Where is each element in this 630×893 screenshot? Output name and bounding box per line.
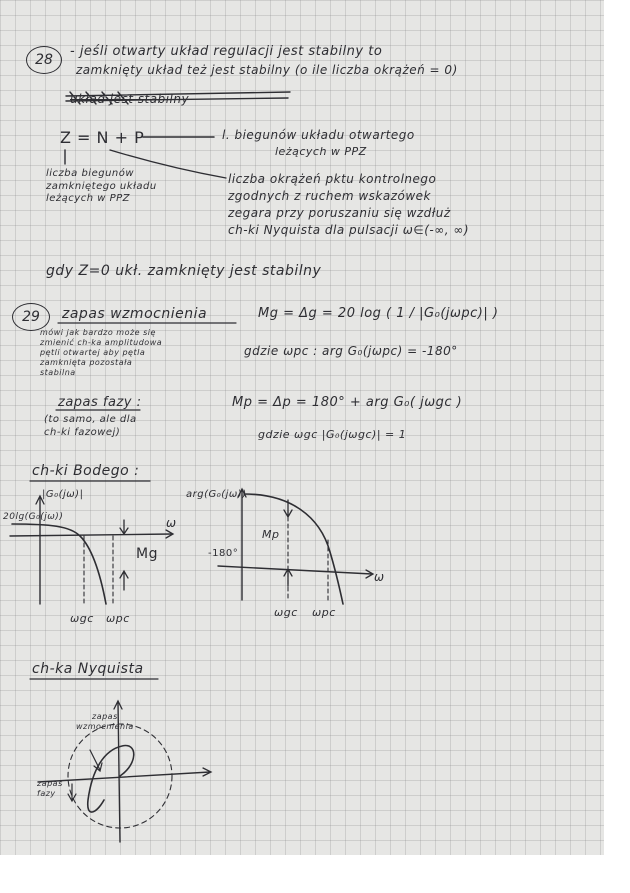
- q29-gain-margin-description: mówi jak bardzo może się zmienić ch-ka amplitudowa pętli otwartej aby pętla zamknięta pozostała stabilna: [40, 328, 163, 377]
- q29-phase-condition: gdzie ωgc |G₀(jωgc)| = 1: [258, 428, 407, 441]
- q29-phase-margin-formula: Mp = Δp = 180° + arg G₀( jωgc ): [232, 395, 463, 410]
- q29-gain-margin-title: zapas wzmocnienia: [62, 306, 208, 322]
- bode-mag-wpc: ωpc: [106, 612, 130, 625]
- q28-n-description-1: liczba okrążeń pktu kontrolnego: [228, 172, 437, 186]
- question-number-29: 29: [12, 303, 50, 331]
- bode-mag-x-axis: [10, 534, 172, 536]
- bode-mag-wgc: ωgc: [70, 612, 94, 625]
- q28-p-description-2: leżących w PPZ: [275, 145, 367, 158]
- q29-gain-margin-formula: Mg = Δg = 20 log ( 1 / |G₀(jωpc)| ): [258, 306, 499, 321]
- q29-phase-margin-title: zapas fazy :: [58, 395, 142, 410]
- question-number-28: 28: [26, 46, 62, 74]
- nyquist-y-axis: [118, 702, 120, 842]
- q29-phase-margin-description: (to samo, ale dla ch-ki fazowej): [44, 414, 137, 438]
- q28-conclusion: gdy Z=0 ukł. zamknięty jest stabilny: [46, 263, 322, 279]
- bode-phase-wgc: ωgc: [274, 606, 298, 619]
- q28-formula: Z = N + P: [60, 128, 145, 147]
- q28-statement-line-2: zamknięty układ też jest stabilny (o ile liczba okrążeń = 0): [76, 63, 458, 77]
- bode-phase-wpc: ωpc: [312, 606, 336, 619]
- bode-mag-omega: ω: [166, 516, 177, 530]
- nyquist-title: ch-ka Nyquista: [32, 661, 144, 677]
- q28-p-description-1: l. biegunów układu otwartego: [222, 128, 415, 142]
- bode-mag-arrow-up: [120, 571, 128, 590]
- bode-mag-arrow-down: [120, 520, 128, 534]
- nyquist-gain-margin-label: zapas wzmocnienia: [76, 712, 134, 731]
- bode-title: ch-ki Bodego :: [32, 463, 140, 479]
- bode-phase-margin-label: Mp: [262, 528, 280, 541]
- bode-phase-arrow-up: [284, 569, 292, 586]
- bode-phase-ref: -180°: [208, 548, 239, 559]
- nyquist-phase-arrow: [68, 784, 76, 801]
- n-pointer-line: [110, 150, 226, 178]
- q28-n-description-2: zgodnych z ruchem wskazówek: [228, 189, 431, 203]
- nyquist-phase-margin-label: zapas fazy: [37, 779, 63, 798]
- q28-crossed-out-text: układ jest stabilny: [70, 92, 190, 106]
- bode-phase-x-axis: [218, 566, 372, 574]
- q29-gain-condition: gdzie ωpc : arg G₀(jωpc) = -180°: [244, 344, 458, 358]
- q28-n-description-3: zegara przy poruszaniu się wzdłuż: [228, 206, 451, 220]
- bode-mag-axis-label: 20lg(G₀(jω)): [3, 512, 64, 522]
- crossed-out-scribble: [66, 92, 290, 104]
- bode-phase-omega: ω: [374, 570, 385, 584]
- q28-n-description-4: ch-ki Nyquista dla pulsacji ω∈(-∞, ∞): [228, 223, 470, 237]
- bode-phase-arrow-down: [284, 500, 292, 517]
- bode-mag-margin-label: Mg: [136, 546, 158, 562]
- q28-z-description: liczba biegunów zamkniętego układu leżących w PPZ: [46, 168, 157, 204]
- bode-mag-ylabel: |G₀(jω)|: [42, 489, 84, 500]
- bode-phase-ylabel: arg(G₀(jω)): [186, 489, 247, 500]
- q28-statement-line-1: - jeśli otwarty układ regulacji jest stabilny to: [70, 44, 383, 59]
- nyquist-gain-arrow: [90, 750, 102, 771]
